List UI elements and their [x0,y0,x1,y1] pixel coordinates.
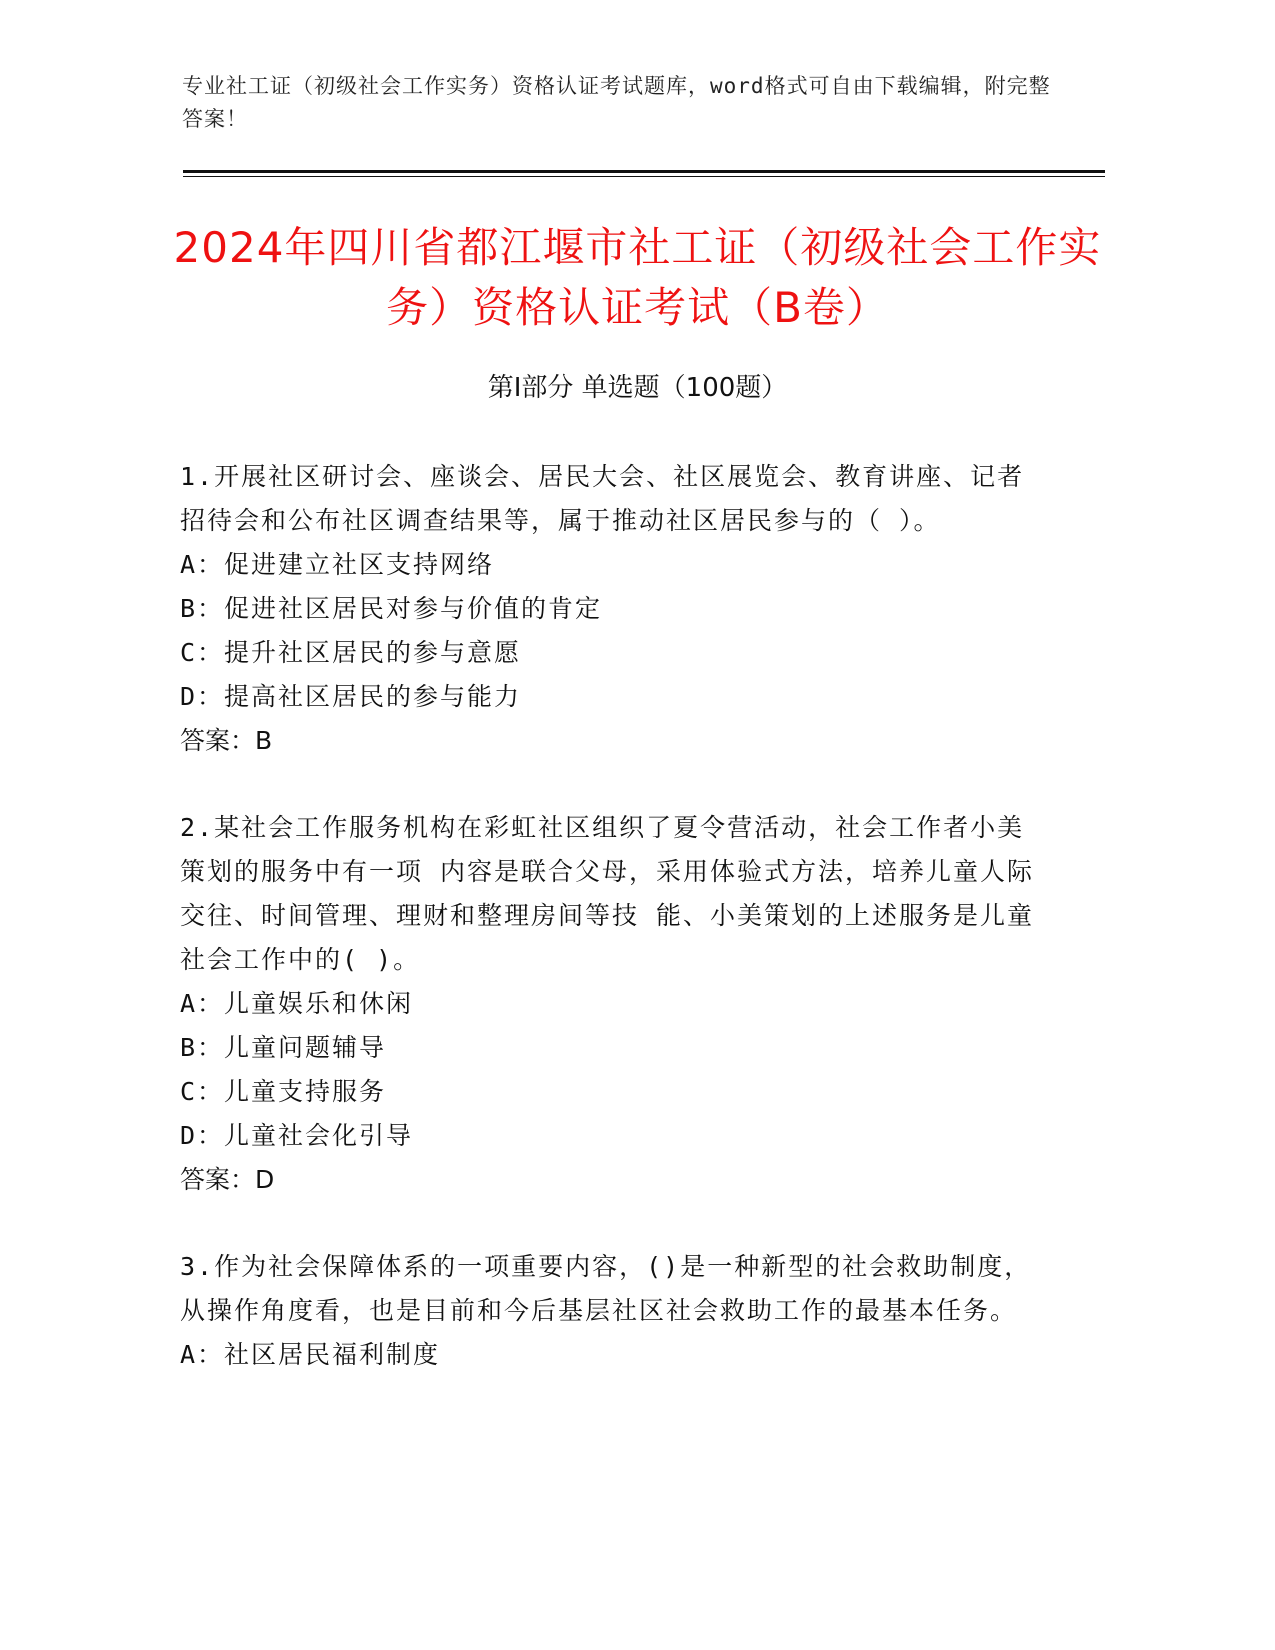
option-b: B：儿童问题辅导 [180,1033,387,1062]
question-3 [180,1245,1040,1377]
question-stem: 2.某社会工作服务机构在彩虹社区组织了夏令营活动，社会工作者小美策划的服务中有一项 内容是联合父母，采用体验式方法，培养儿童人际交往、时间管理、理财和整理房间等技 能、小美策划的上述服务是儿童社会工作中的( )。 [180,813,1035,974]
option-c: C：儿童支持服务 [180,1077,387,1106]
option-d: D：提高社区居民的参与能力 [180,682,522,711]
answer-label: 答案：D [180,1165,275,1194]
header-divider-thick [183,170,1105,173]
question-2 [180,806,1040,1202]
question-stem: 1.开展社区研讨会、座谈会、居民大会、社区展览会、教育讲座、记者招待会和公布社区调查结果等，属于推动社区居民参与的（ ）。 [180,462,1025,535]
option-a: A：社区居民福利制度 [180,1340,441,1369]
section-title: 第Ⅰ部分 单选题（100题） [487,373,788,403]
question-1 [180,455,1040,763]
header-note: 专业社工证（初级社会工作实务）资格认证考试题库，word格式可自由下载编辑，附完整答案！ [182,74,1051,131]
document-title: 2024年四川省都江堰市社工证（初级社会工作实务）资格认证考试（B卷） [173,223,1102,332]
header-divider-thin [183,176,1105,177]
question-stem: 3.作为社会保障体系的一项重要内容，()是一种新型的社会救助制度，从操作角度看，也是目前和今后基层社区社会救助工作的最基本任务。 [180,1252,1032,1325]
option-a: A：促进建立社区支持网络 [180,550,495,579]
option-a: A：儿童娱乐和休闲 [180,989,414,1018]
option-c: C：提升社区居民的参与意愿 [180,638,522,667]
option-b: B：促进社区居民对参与价值的肯定 [180,594,603,623]
question-list [180,455,1040,1377]
option-d: D：儿童社会化引导 [180,1121,414,1150]
answer-label: 答案：B [180,726,273,755]
